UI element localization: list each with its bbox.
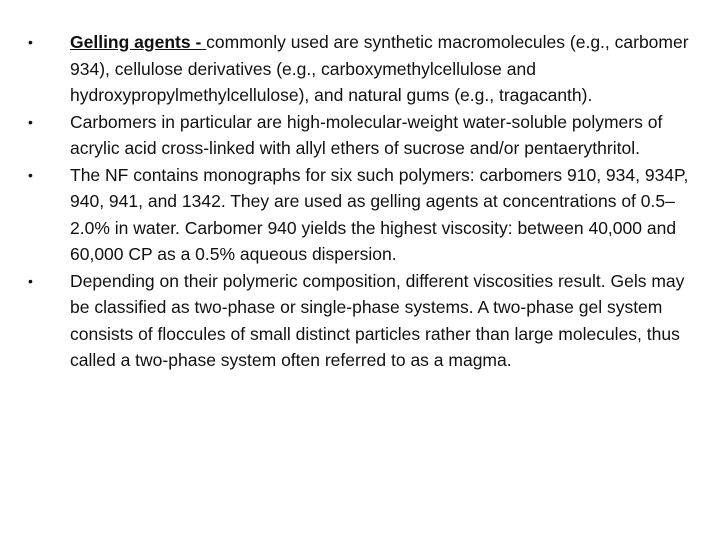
bullet-marker: • xyxy=(28,113,33,130)
bullet-list xyxy=(28,29,692,374)
bullet-nf-monographs xyxy=(28,162,692,268)
carbomers-text: Carbomers in particular are high-molecular-weight water-soluble polymers of acrylic acid cross-linked with allyl ethers of sucrose and/or pentaerythritol. xyxy=(70,111,663,158)
gelling-agents-text: commonly used are synthetic macromolecules (e.g., carbomer 934), cellulose derivatives (e.g., carboxymethylcellulose and hydroxypropylmethylcellulose), and natural gums (e.g., tragacanth). xyxy=(70,32,689,105)
bullet-marker: • xyxy=(28,166,33,183)
bullet-marker: • xyxy=(28,34,33,50)
bullet-text xyxy=(70,29,692,109)
bullet-gelling-agents xyxy=(28,29,692,109)
nf-monographs-text: The NF contains monographs for six such polymers: carbomers 910, 934, 934P, 940, 941, and 1342. They are used as gelling agents at concentrations of 0.5–2.0% in water. Carbomer 940 yields the highest viscosity: between 40,000 and 60,000 CP as a 0.5% aqueous dispersion. xyxy=(70,164,689,264)
bullet-viscosities xyxy=(28,268,692,374)
gelling-agents-heading: Gelling agents - xyxy=(70,32,207,52)
bullet-carbomers xyxy=(28,109,692,162)
viscosities-text: Depending on their polymeric composition, different viscosities result. Gels may be classified as two-phase or single-phase systems. A two-phase gel system consists of floccules of small distinct particles rather than large molecules, thus called a two-phase system often referred to as a magma. xyxy=(70,270,685,370)
bullet-marker: • xyxy=(28,272,33,289)
